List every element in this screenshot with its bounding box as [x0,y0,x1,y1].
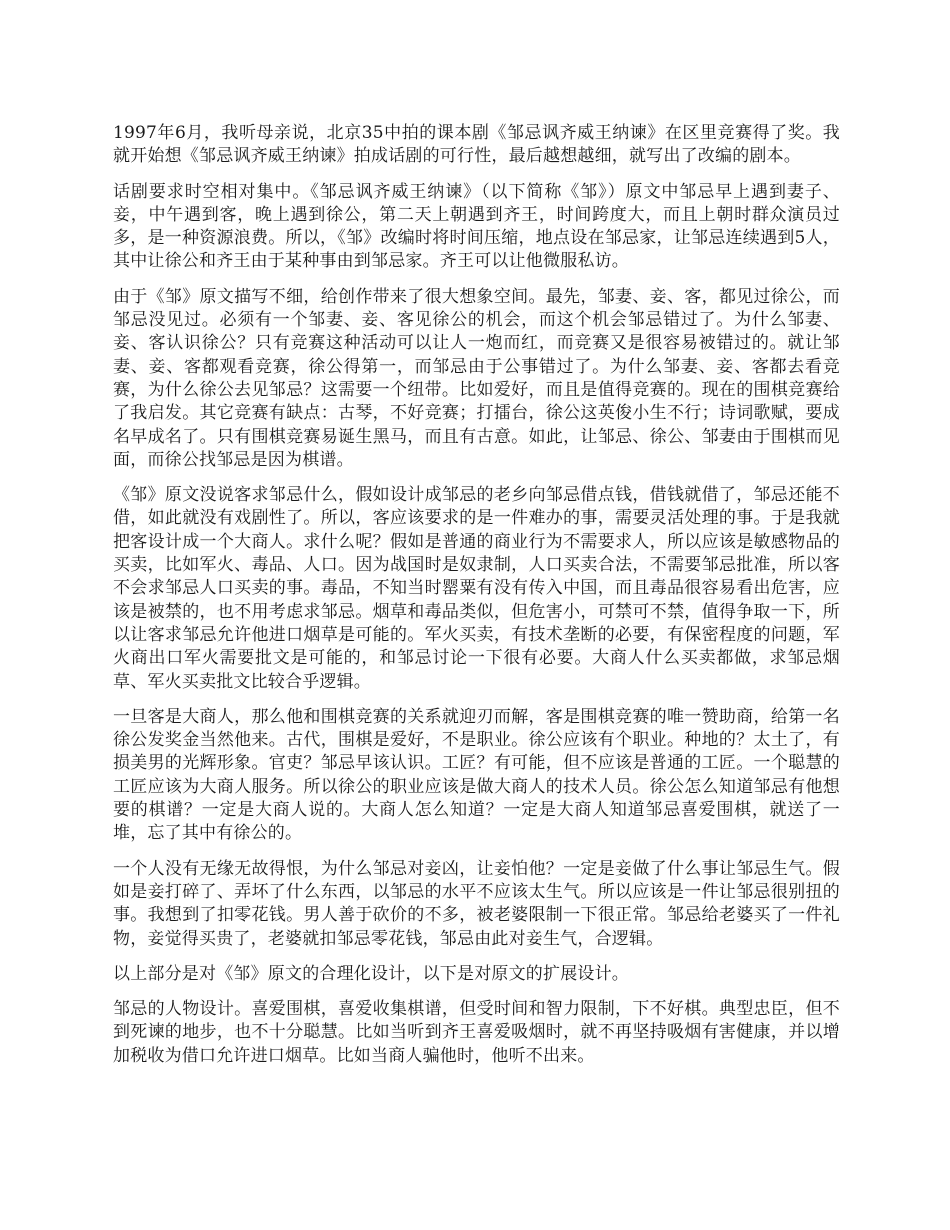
paragraph-guest-merchant: 《邹》原文没说客求邹忌什么，假如设计成邹忌的老乡向邹忌借点钱，借钱就借了，邹忌还能不借，如此就没有戏剧性了。所以，客应该要求的是一件难办的事，需要灵活处理的事。于是我就把客设计成一个大商人。求什么呢？假如是普通的商业行为不需要求人，所以应该是敏感物品的买卖，比如军火、毒品、人口。因为战国时是奴隶制，人口买卖合法，不需要邹忌批准，所以客不会求邹忌人口买卖的事。毒品，不知当时罂粟有没有传入中国，而且毒品很容易看出危害，应该是被禁的，也不用考虑求邹忌。烟草和毒品类似，但危害小，可禁可不禁，值得争取一下，所以让客求邹忌允许他进口烟草是可能的。军火买卖，有技术垄断的必要，有保密程度的问题，军火商出口军火需要批文是可能的，和邹忌讨论一下很有必要。大商人什么买卖都做，求邹忌烟草、军火买卖批文比较合乎逻辑。 [113,485,840,692]
paragraph-transition: 以上部分是对《邹》原文的合理化设计，以下是对原文的扩展设计。 [113,963,629,984]
document-page [113,122,840,1080]
paragraph-time-space: 话剧要求时空相对集中。《邹忌讽齐威王纳谏》（以下简称《邹》）原文中邹忌早上遇到妻子、妾，中午遇到客，晚上遇到徐公，第二天上朝遇到齐王，时间跨度大，而且上朝时群众演员过多，是一种资源浪费。所以，《邹》改编时将时间压缩，地点设在邹忌家，让邹忌连续遇到5人，其中让徐公和齐王由于某种事由到邹忌家。齐王可以让他微服私访。 [113,181,840,272]
paragraph-zouji-character: 邹忌的人物设计。喜爱围棋，喜爱收集棋谱，但受时间和智力限制，下不好棋。典型忠臣，但不到死谏的地步，也不十分聪慧。比如当听到齐王喜爱吸烟时，就不再坚持吸烟有害健康，并以增加税收为借口允许进口烟草。比如当商人骗他时，他听不出来。 [113,999,840,1066]
paragraph-intro: 1997年6月，我听母亲说，北京35中拍的课本剧《邹忌讽齐威王纳谏》在区里竞赛得了奖。我就开始想《邹忌讽齐威王纳谏》拍成话剧的可行性，最后越想越细，就写出了改编的剧本。 [113,123,840,167]
paragraph-weiqi-contest: 由于《邹》原文描写不细，给创作带来了很大想象空间。最先，邹妻、妾、客，都见过徐公，而邹忌没见过。必须有一个邹妻、妾、客见徐公的机会，而这个机会邹忌错过了。为什么邹妻、妾、客认识徐公？只有竞赛这种活动可以让人一炮而红，而竞赛又是很容易被错过的。就让邹妻、妾、客都观看竞赛，徐公得第一，而邹忌由于公事错过了。为什么邹妻、妾、客都去看竞赛，为什么徐公去见邹忌？这需要一个纽带。比如爱好，而且是值得竞赛的。现在的围棋竞赛给了我启发。其它竞赛有缺点：古琴，不好竞赛；打擂台，徐公这英俊小生不行；诗词歌赋，要成名早成名了。只有围棋竞赛易诞生黑马，而且有古意。如此，让邹忌、徐公、邹妻由于围棋而见面，而徐公找邹忌是因为棋谱。 [113,286,840,470]
paragraph-xugong-profession: 一旦客是大商人，那么他和围棋竞赛的关系就迎刃而解，客是围棋竞赛的唯一赞助商，给第一名徐公发奖金当然他来。古代，围棋是爱好，不是职业。徐公应该有个职业。种地的？太土了，有损美男的光辉形象。官吏？邹忌早该认识。工匠？有可能，但不应该是普通的工匠。一个聪慧的工匠应该为大商人服务。所以徐公的职业应该是做大商人的技术人员。徐公怎么知道邹忌有他想要的棋谱？一定是大商人说的。大商人怎么知道？一定是大商人知道邹忌喜爱围棋，就送了一堆，忘了其中有徐公的。 [113,706,840,844]
paragraph-concubine: 一个人没有无缘无故得恨，为什么邹忌对妾凶，让妾怕他？一定是妾做了什么事让邹忌生气。假如是妾打碎了、弄坏了什么东西，以邹忌的水平不应该太生气。所以应该是一件让邹忌很别扭的事。我想到了扣零花钱。男人善于砍价的不多，被老婆限制一下很正常。邹忌给老婆买了一件礼物，妾觉得买贵了，老婆就扣邹忌零花钱，邹忌由此对妾生气，合逻辑。 [113,858,840,949]
